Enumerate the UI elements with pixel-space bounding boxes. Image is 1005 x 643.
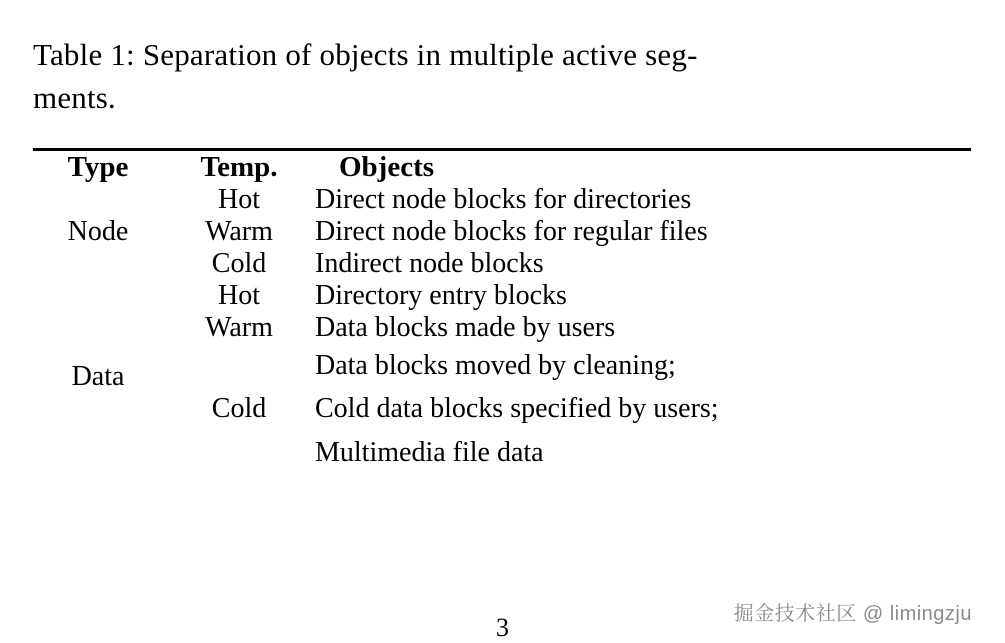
cell-objects-data-cold	[315, 344, 971, 474]
caption-line-2: ments.	[33, 79, 116, 115]
column-header-temp: Temp.	[200, 151, 278, 183]
column-header-objects: Objects	[339, 151, 435, 183]
caption-line-1: Table 1: Separation of objects in multiple active seg-	[33, 37, 698, 72]
table-row	[33, 280, 971, 312]
cell-temp-node-warm: Warm	[205, 216, 273, 247]
cell-objects-data-warm: Data blocks made by users	[315, 312, 616, 343]
cell-objects-node-hot: Direct node blocks for directories	[315, 184, 692, 215]
column-header-type: Type	[67, 151, 129, 183]
cell-type-node: Node	[67, 216, 129, 247]
cell-temp-data-cold: Cold	[211, 393, 267, 425]
table-header-row	[33, 150, 971, 185]
cell-objects-data-cold-line-1: Data blocks moved by cleaning;	[315, 350, 676, 381]
table-row	[33, 216, 971, 248]
cell-objects-node-cold: Indirect node blocks	[315, 248, 544, 279]
cell-objects-data-hot: Directory entry blocks	[315, 280, 567, 311]
table-row	[33, 248, 971, 280]
cell-temp-node-hot: Hot	[218, 184, 260, 215]
cell-temp-data-warm: Warm	[205, 312, 273, 343]
table-row	[33, 344, 971, 474]
cell-temp-data-hot: Hot	[218, 280, 260, 311]
page-number: 3	[496, 613, 509, 642]
separation-of-objects-table	[33, 148, 971, 474]
watermark-text: 掘金技术社区 @ limingzju	[733, 603, 972, 625]
table-caption	[33, 34, 971, 120]
table-row	[33, 184, 971, 216]
cell-objects-data-cold-line-2: Cold data blocks specified by users;	[315, 393, 719, 425]
cell-objects-data-cold-line-3: Multimedia file data	[315, 436, 544, 468]
cell-type-data: Data	[71, 361, 125, 393]
table-row	[33, 312, 971, 344]
cell-temp-node-cold: Cold	[211, 248, 267, 279]
cell-objects-node-warm: Direct node blocks for regular files	[315, 216, 708, 247]
